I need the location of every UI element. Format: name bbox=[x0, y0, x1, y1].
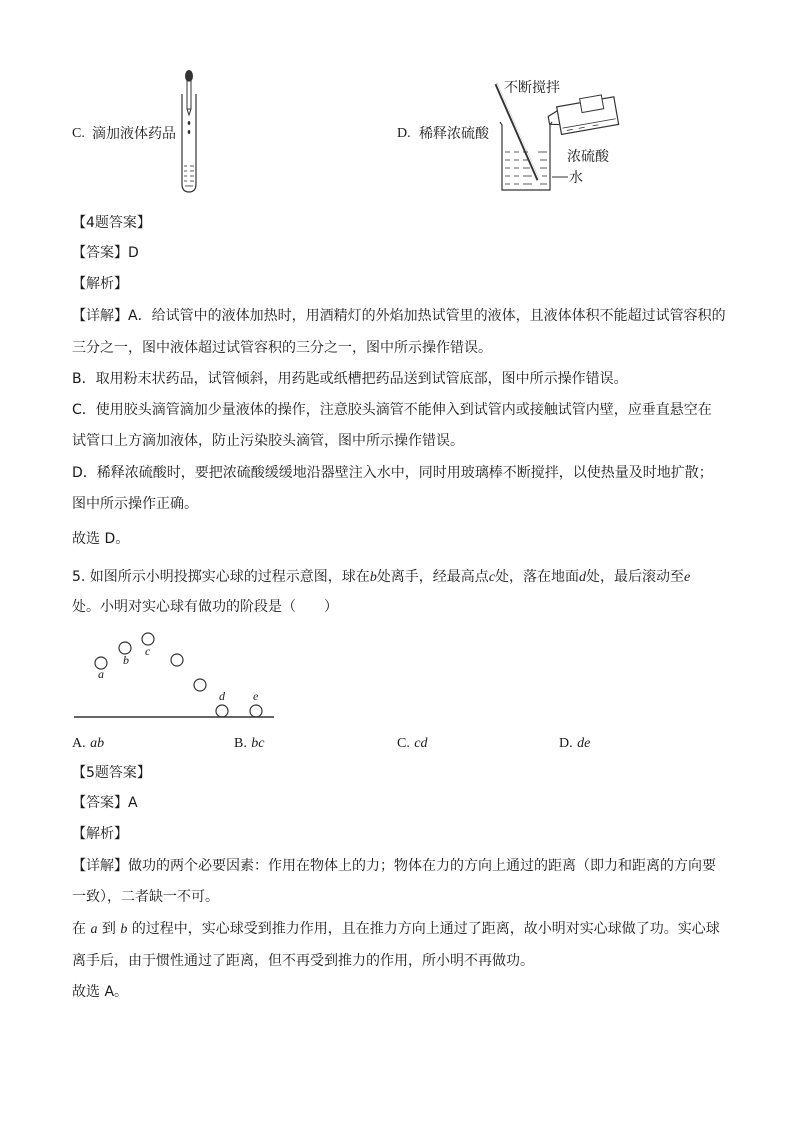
option-d-letter: D. bbox=[397, 126, 411, 141]
q5-analysis-label: 【解析】 bbox=[72, 826, 128, 842]
label-b: b bbox=[123, 653, 129, 667]
ball-e bbox=[250, 705, 262, 717]
q4-conclusion: 故选 D。 bbox=[72, 531, 130, 547]
option-d-text: 稀释浓硫酸 bbox=[419, 126, 489, 142]
q5-answer-label: 【答案】 bbox=[72, 795, 128, 811]
q5-option-a: A. ab bbox=[72, 736, 105, 751]
q4-answer-value: D bbox=[128, 245, 139, 261]
q4-analysis-line: D．稀释浓硫酸时，要把浓硫酸缓缓地沿器壁注入水中，同时用玻璃棒不断搅拌，以使热量及时地扩散； bbox=[72, 465, 713, 481]
q4-analysis-line: 三分之一，图中液体超过试管容积的三分之一，图中所示操作错误。 bbox=[72, 340, 492, 356]
trajectory-figure bbox=[70, 626, 280, 722]
q4-analysis-line: A．给试管中的液体加热时，用酒精灯的外焰加热试管里的液体，且液体体积不能超过试管容积的 bbox=[128, 308, 726, 324]
ball-mid bbox=[171, 654, 183, 666]
drop bbox=[188, 121, 191, 125]
fig-water-label: 水 bbox=[569, 170, 583, 186]
label-d: d bbox=[219, 689, 225, 703]
q5-analysis-line: 一致），二者缺一不可。 bbox=[72, 889, 219, 905]
label-a: a bbox=[98, 667, 104, 681]
q5-option-d: D. de bbox=[559, 736, 591, 751]
q5-detail-label: 【详解】 bbox=[72, 858, 128, 874]
dropper-test-tube-figure bbox=[176, 68, 206, 196]
q5-answer-header: 【5题答案】 bbox=[72, 765, 151, 781]
dropper-stem bbox=[187, 81, 191, 109]
q5-stem-line2: 处。小明对实心球有做功的阶段是（ ） bbox=[72, 599, 338, 615]
option-c-text: 滴加液体药品 bbox=[92, 126, 176, 142]
q5-analysis-line: 在 a 到 b 的过程中，实心球受到推力作用，且在推力方向上通过了距离，故小明对实心球做了功。实心球 bbox=[72, 921, 720, 937]
ball-mid2 bbox=[194, 679, 206, 691]
q5-stem-line1: 5. 如图所示小明投掷实心球的过程示意图，球在b处离手，经最高点c处，落在地面d处，最后滚动至e bbox=[72, 569, 691, 585]
q4-analysis-line: C．使用胶头滴管滴加少量液体的操作，注意胶头滴管不能伸入到试管内或接触试管内壁，应垂直悬空在 bbox=[72, 402, 712, 418]
q4-analysis-line: 试管口上方滴加液体，防止污染胶头滴管，图中所示操作错误。 bbox=[72, 433, 464, 449]
q4-analysis-label: 【解析】 bbox=[72, 276, 128, 292]
liquid bbox=[184, 166, 194, 186]
q5-analysis-line: 离手后，由于惯性通过了距离，但不再受到推力的作用，所小明不再做功。 bbox=[72, 953, 534, 969]
acid-bottle bbox=[546, 93, 619, 136]
q5-conclusion: 故选 A。 bbox=[72, 984, 129, 1000]
ball-d bbox=[216, 705, 228, 717]
q5-answer-value: A bbox=[128, 795, 138, 811]
q4-analysis-line: B．取用粉末状药品，试管倾斜，用药匙或纸槽把药品送到试管底部，图中所示操作错误。 bbox=[72, 371, 628, 387]
fig-acid-label: 浓硫酸 bbox=[567, 149, 609, 165]
water bbox=[505, 152, 547, 184]
q4-analysis-line: 图中所示操作正确。 bbox=[72, 496, 198, 512]
q5-option-b: B. bc bbox=[234, 736, 265, 751]
fig-stir-label: 不断搅拌 bbox=[504, 80, 560, 96]
q5-option-c: C. cd bbox=[397, 736, 428, 751]
drop bbox=[188, 130, 191, 134]
dropper-bulb bbox=[185, 70, 193, 82]
q4-answer-header: 【4题答案】 bbox=[72, 215, 151, 231]
option-c-letter: C. bbox=[72, 126, 85, 141]
label-e: e bbox=[253, 689, 259, 703]
label-c: c bbox=[145, 644, 151, 658]
dilution-figure bbox=[490, 72, 625, 196]
q5-analysis-line: 做功的两个必要因素：作用在物体上的力；物体在力的方向上通过的距离（即力和距离的方向要 bbox=[128, 858, 716, 874]
q4-detail-label: 【详解】 bbox=[72, 308, 128, 324]
q4-answer-label: 【答案】 bbox=[72, 245, 128, 261]
